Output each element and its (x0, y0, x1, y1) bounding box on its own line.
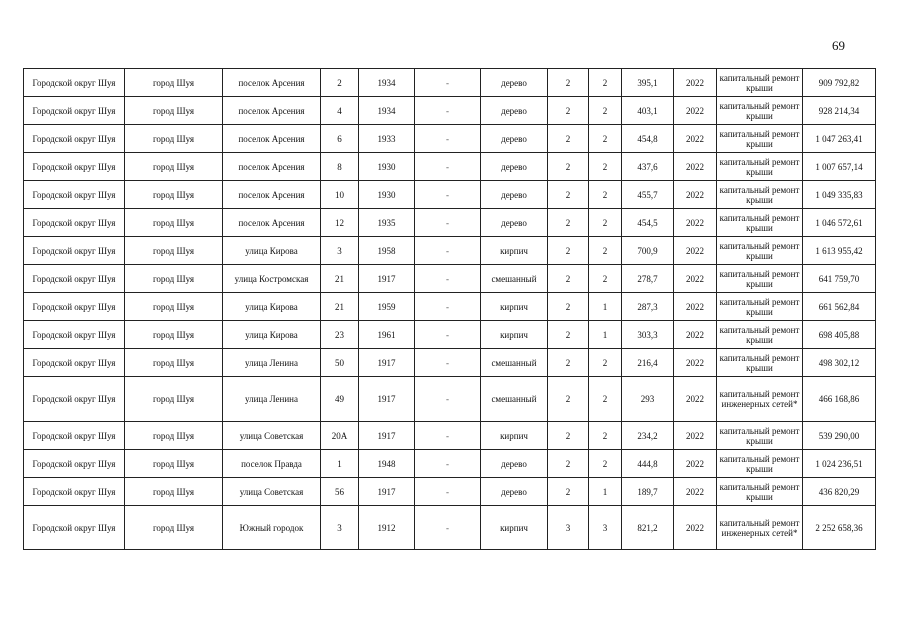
cell-house: 21 (321, 265, 359, 293)
cell-material: кирпич (481, 422, 548, 450)
cell-city: город Шуя (125, 69, 223, 97)
cell-area: 293 (622, 377, 674, 422)
cell-plan-year: 2022 (674, 237, 717, 265)
cell-street: улица Кирова (223, 293, 321, 321)
cell-street: улица Костромская (223, 265, 321, 293)
cell-material: дерево (481, 153, 548, 181)
cell-floors: 2 (548, 69, 589, 97)
cell-year: 1958 (359, 237, 415, 265)
cell-floors: 2 (548, 321, 589, 349)
cell-area: 454,8 (622, 125, 674, 153)
cell-cost: 1 007 657,14 (803, 153, 876, 181)
cell-city: город Шуя (125, 209, 223, 237)
cell-city: город Шуя (125, 349, 223, 377)
cell-year: 1917 (359, 422, 415, 450)
cell-area: 821,2 (622, 506, 674, 550)
cell-street: улица Ленина (223, 349, 321, 377)
cell-work: капитальный ремонт крыши (717, 450, 803, 478)
cell-year: 1933 (359, 125, 415, 153)
cell-city: город Шуя (125, 125, 223, 153)
table-row (24, 209, 876, 237)
cell-extra: - (415, 349, 481, 377)
cell-cost: 466 168,86 (803, 377, 876, 422)
cell-district: Городской округ Шуя (24, 478, 125, 506)
cell-extra: - (415, 450, 481, 478)
cell-floors: 2 (548, 293, 589, 321)
cell-street: поселок Арсения (223, 97, 321, 125)
cell-year: 1961 (359, 321, 415, 349)
cell-extra: - (415, 125, 481, 153)
cell-house: 12 (321, 209, 359, 237)
cell-year: 1948 (359, 450, 415, 478)
cell-street: Южный городок (223, 506, 321, 550)
cell-cost: 661 562,84 (803, 293, 876, 321)
cell-area: 403,1 (622, 97, 674, 125)
cell-city: город Шуя (125, 422, 223, 450)
cell-plan-year: 2022 (674, 69, 717, 97)
cell-extra: - (415, 377, 481, 422)
cell-district: Городской округ Шуя (24, 349, 125, 377)
cell-street: поселок Арсения (223, 209, 321, 237)
cell-plan-year: 2022 (674, 97, 717, 125)
cell-entrances: 2 (589, 125, 622, 153)
table-row (24, 377, 876, 422)
cell-cost: 1 024 236,51 (803, 450, 876, 478)
cell-cost: 2 252 658,36 (803, 506, 876, 550)
cell-extra: - (415, 181, 481, 209)
cell-year: 1930 (359, 181, 415, 209)
cell-district: Городской округ Шуя (24, 377, 125, 422)
table-row (24, 237, 876, 265)
cell-floors: 2 (548, 265, 589, 293)
cell-area: 287,3 (622, 293, 674, 321)
cell-house: 49 (321, 377, 359, 422)
cell-house: 21 (321, 293, 359, 321)
cell-plan-year: 2022 (674, 181, 717, 209)
cell-floors: 2 (548, 349, 589, 377)
cell-entrances: 2 (589, 349, 622, 377)
cell-work: капитальный ремонт крыши (717, 153, 803, 181)
cell-area: 189,7 (622, 478, 674, 506)
cell-extra: - (415, 321, 481, 349)
cell-extra: - (415, 265, 481, 293)
table-row (24, 478, 876, 506)
cell-work: капитальный ремонт крыши (717, 125, 803, 153)
cell-floors: 2 (548, 153, 589, 181)
cell-plan-year: 2022 (674, 321, 717, 349)
cell-material: смешанный (481, 377, 548, 422)
cell-material: смешанный (481, 265, 548, 293)
cell-material: кирпич (481, 506, 548, 550)
cell-street: поселок Арсения (223, 69, 321, 97)
cell-area: 234,2 (622, 422, 674, 450)
table-row (24, 349, 876, 377)
cell-floors: 2 (548, 422, 589, 450)
cell-cost: 909 792,82 (803, 69, 876, 97)
cell-house: 20А (321, 422, 359, 450)
cell-house: 3 (321, 506, 359, 550)
cell-material: дерево (481, 181, 548, 209)
cell-year: 1917 (359, 478, 415, 506)
cell-entrances: 2 (589, 181, 622, 209)
cell-district: Городской округ Шуя (24, 422, 125, 450)
cell-area: 455,7 (622, 181, 674, 209)
cell-extra: - (415, 153, 481, 181)
cell-plan-year: 2022 (674, 125, 717, 153)
cell-year: 1917 (359, 265, 415, 293)
cell-cost: 498 302,12 (803, 349, 876, 377)
cell-street: улица Ленина (223, 377, 321, 422)
cell-area: 395,1 (622, 69, 674, 97)
cell-street: улица Кирова (223, 321, 321, 349)
cell-plan-year: 2022 (674, 293, 717, 321)
table-row (24, 265, 876, 293)
cell-house: 8 (321, 153, 359, 181)
table-row (24, 181, 876, 209)
cell-district: Городской округ Шуя (24, 265, 125, 293)
cell-plan-year: 2022 (674, 265, 717, 293)
cell-floors: 2 (548, 450, 589, 478)
cell-house: 2 (321, 69, 359, 97)
cell-extra: - (415, 237, 481, 265)
cell-district: Городской округ Шуя (24, 181, 125, 209)
cell-district: Городской округ Шуя (24, 321, 125, 349)
cell-extra: - (415, 293, 481, 321)
table-row (24, 506, 876, 550)
cell-work: капитальный ремонт крыши (717, 69, 803, 97)
table-row (24, 69, 876, 97)
cell-entrances: 1 (589, 293, 622, 321)
cell-entrances: 2 (589, 97, 622, 125)
cell-extra: - (415, 506, 481, 550)
cell-year: 1959 (359, 293, 415, 321)
cell-house: 56 (321, 478, 359, 506)
cell-floors: 2 (548, 125, 589, 153)
cell-cost: 1 047 263,41 (803, 125, 876, 153)
cell-entrances: 1 (589, 478, 622, 506)
cell-material: дерево (481, 69, 548, 97)
cell-area: 437,6 (622, 153, 674, 181)
cell-cost: 641 759,70 (803, 265, 876, 293)
cell-district: Городской округ Шуя (24, 125, 125, 153)
cell-plan-year: 2022 (674, 450, 717, 478)
cell-work: капитальный ремонт инженерных сетей* (717, 506, 803, 550)
cell-street: улица Советская (223, 422, 321, 450)
cell-year: 1912 (359, 506, 415, 550)
cell-extra: - (415, 478, 481, 506)
cell-work: капитальный ремонт крыши (717, 265, 803, 293)
cell-district: Городской округ Шуя (24, 506, 125, 550)
cell-plan-year: 2022 (674, 422, 717, 450)
cell-city: город Шуя (125, 506, 223, 550)
cell-work: капитальный ремонт крыши (717, 478, 803, 506)
cell-year: 1934 (359, 97, 415, 125)
cell-area: 444,8 (622, 450, 674, 478)
cell-work: капитальный ремонт крыши (717, 349, 803, 377)
cell-work: капитальный ремонт крыши (717, 237, 803, 265)
cell-entrances: 2 (589, 450, 622, 478)
cell-material: дерево (481, 450, 548, 478)
cell-entrances: 2 (589, 209, 622, 237)
cell-district: Городской округ Шуя (24, 97, 125, 125)
cell-material: смешанный (481, 349, 548, 377)
cell-city: город Шуя (125, 293, 223, 321)
cell-material: кирпич (481, 293, 548, 321)
cell-entrances: 1 (589, 321, 622, 349)
cell-year: 1935 (359, 209, 415, 237)
cell-street: улица Кирова (223, 237, 321, 265)
cell-extra: - (415, 209, 481, 237)
cell-cost: 1 046 572,61 (803, 209, 876, 237)
cell-material: кирпич (481, 321, 548, 349)
cell-city: город Шуя (125, 265, 223, 293)
cell-year: 1934 (359, 69, 415, 97)
cell-plan-year: 2022 (674, 478, 717, 506)
cell-district: Городской округ Шуя (24, 69, 125, 97)
cell-area: 700,9 (622, 237, 674, 265)
cell-district: Городской округ Шуя (24, 153, 125, 181)
table-row (24, 422, 876, 450)
table-row (24, 321, 876, 349)
cell-district: Городской округ Шуя (24, 293, 125, 321)
cell-street: поселок Арсения (223, 153, 321, 181)
cell-district: Городской округ Шуя (24, 237, 125, 265)
cell-year: 1930 (359, 153, 415, 181)
cell-cost: 539 290,00 (803, 422, 876, 450)
housing-registry-table (23, 68, 876, 550)
cell-city: город Шуя (125, 478, 223, 506)
cell-district: Городской округ Шуя (24, 450, 125, 478)
cell-work: капитальный ремонт крыши (717, 209, 803, 237)
cell-material: кирпич (481, 237, 548, 265)
cell-house: 10 (321, 181, 359, 209)
cell-floors: 2 (548, 97, 589, 125)
cell-area: 216,4 (622, 349, 674, 377)
cell-plan-year: 2022 (674, 153, 717, 181)
cell-entrances: 2 (589, 237, 622, 265)
cell-plan-year: 2022 (674, 377, 717, 422)
cell-extra: - (415, 422, 481, 450)
cell-entrances: 2 (589, 153, 622, 181)
table-row (24, 97, 876, 125)
cell-house: 1 (321, 450, 359, 478)
cell-work: капитальный ремонт инженерных сетей* (717, 377, 803, 422)
cell-cost: 928 214,34 (803, 97, 876, 125)
cell-cost: 698 405,88 (803, 321, 876, 349)
cell-work: капитальный ремонт крыши (717, 321, 803, 349)
cell-work: капитальный ремонт крыши (717, 97, 803, 125)
cell-floors: 2 (548, 377, 589, 422)
table-row (24, 293, 876, 321)
cell-plan-year: 2022 (674, 349, 717, 377)
cell-house: 4 (321, 97, 359, 125)
cell-house: 50 (321, 349, 359, 377)
cell-city: город Шуя (125, 450, 223, 478)
cell-city: город Шуя (125, 321, 223, 349)
cell-house: 6 (321, 125, 359, 153)
cell-street: поселок Арсения (223, 125, 321, 153)
cell-area: 303,3 (622, 321, 674, 349)
cell-work: капитальный ремонт крыши (717, 293, 803, 321)
table-row (24, 153, 876, 181)
cell-entrances: 2 (589, 265, 622, 293)
table-row (24, 450, 876, 478)
cell-city: город Шуя (125, 237, 223, 265)
cell-plan-year: 2022 (674, 506, 717, 550)
cell-floors: 3 (548, 506, 589, 550)
cell-entrances: 2 (589, 377, 622, 422)
cell-floors: 2 (548, 237, 589, 265)
cell-cost: 1 613 955,42 (803, 237, 876, 265)
cell-extra: - (415, 97, 481, 125)
cell-plan-year: 2022 (674, 209, 717, 237)
cell-floors: 2 (548, 209, 589, 237)
cell-material: дерево (481, 97, 548, 125)
cell-entrances: 2 (589, 69, 622, 97)
cell-street: поселок Арсения (223, 181, 321, 209)
cell-cost: 1 049 335,83 (803, 181, 876, 209)
cell-city: город Шуя (125, 97, 223, 125)
cell-city: город Шуя (125, 377, 223, 422)
cell-street: улица Советская (223, 478, 321, 506)
cell-district: Городской округ Шуя (24, 209, 125, 237)
cell-cost: 436 820,29 (803, 478, 876, 506)
cell-entrances: 3 (589, 506, 622, 550)
cell-floors: 2 (548, 478, 589, 506)
cell-street: поселок Правда (223, 450, 321, 478)
cell-area: 278,7 (622, 265, 674, 293)
cell-area: 454,5 (622, 209, 674, 237)
cell-year: 1917 (359, 377, 415, 422)
cell-house: 23 (321, 321, 359, 349)
cell-floors: 2 (548, 181, 589, 209)
cell-year: 1917 (359, 349, 415, 377)
cell-work: капитальный ремонт крыши (717, 181, 803, 209)
cell-material: дерево (481, 478, 548, 506)
page-number: 69 (832, 38, 845, 53)
cell-material: дерево (481, 125, 548, 153)
cell-work: капитальный ремонт крыши (717, 422, 803, 450)
cell-material: дерево (481, 209, 548, 237)
cell-house: 3 (321, 237, 359, 265)
cell-city: город Шуя (125, 181, 223, 209)
cell-extra: - (415, 69, 481, 97)
cell-city: город Шуя (125, 153, 223, 181)
cell-entrances: 2 (589, 422, 622, 450)
table-row (24, 125, 876, 153)
